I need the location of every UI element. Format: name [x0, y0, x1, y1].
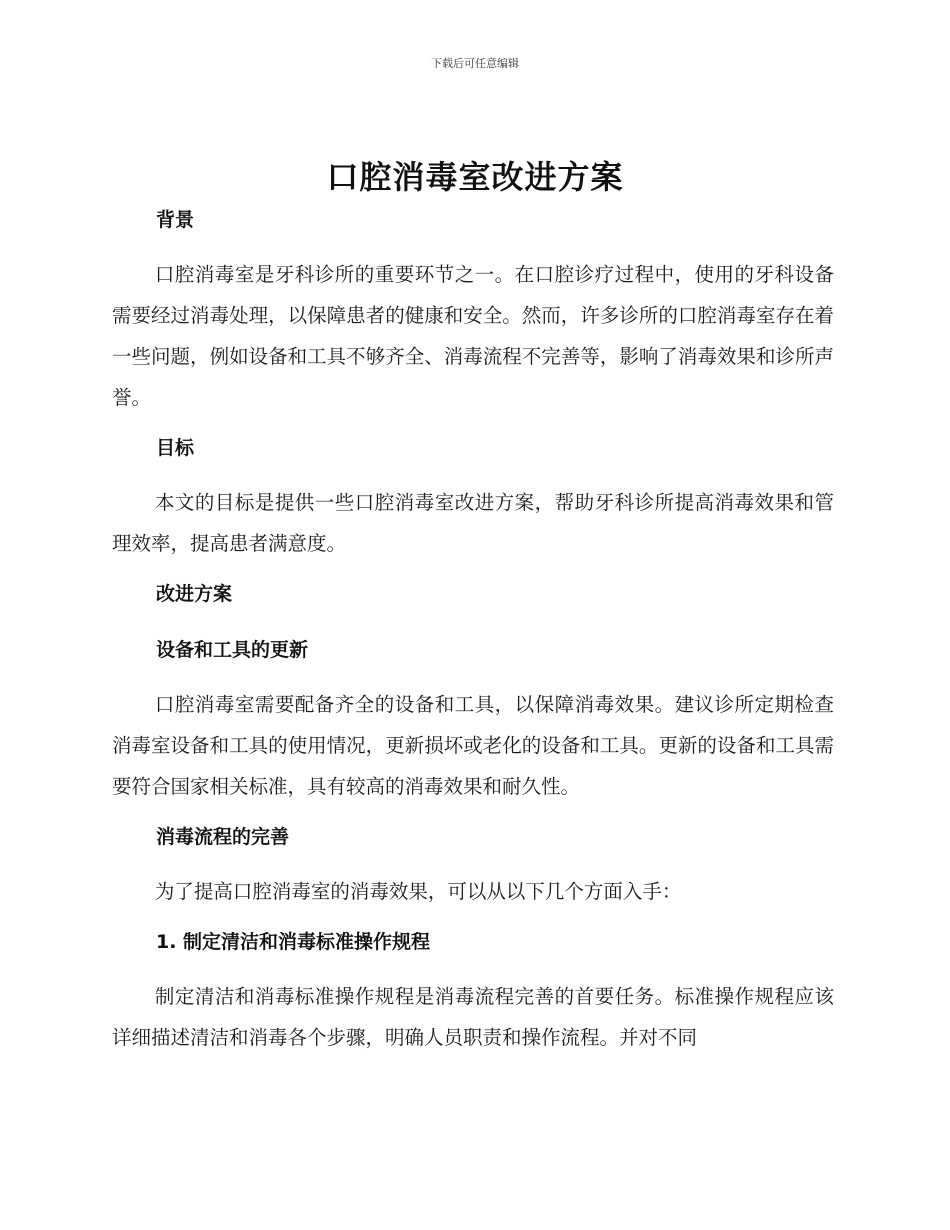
- section-heading-goal: 目标: [156, 437, 195, 459]
- document-body: [112, 200, 834, 1058]
- section-heading-background: 背景: [156, 209, 195, 231]
- section-heading-process: 消毒流程的完善: [156, 826, 290, 848]
- section-heading-plan: 改进方案: [156, 583, 233, 605]
- paragraph-equipment: 口腔消毒室需要配备齐全的设备和工具，以保障消毒效果。建议诊所定期检查消毒室设备和工具的使用情况，更新损坏或老化的设备和工具。更新的设备和工具需要符合国家相关标准，具有较高的消毒效果和耐久性。: [112, 693, 834, 798]
- header-note: 下载后可任意编辑: [431, 57, 519, 70]
- paragraph-step1: 制定清洁和消毒标准操作规程是消毒流程完善的首要任务。标准操作规程应该详细描述清洁和消毒各个步骤，明确人员职责和操作流程。并对不同: [112, 985, 834, 1049]
- paragraph-background: 口腔消毒室是牙科诊所的重要环节之一。在口腔诊疗过程中，使用的牙科设备需要经过消毒处理，以保障患者的健康和安全。然而，许多诊所的口腔消毒室存在着一些问题，例如设备和工具不够齐全、消毒流程不完善等，影响了消毒效果和诊所声誉。: [112, 263, 834, 409]
- page-title: 口腔消毒室改进方案: [326, 158, 624, 196]
- paragraph-goal: 本文的目标是提供一些口腔消毒室改进方案，帮助牙科诊所提高消毒效果和管理效率，提高患者满意度。: [112, 491, 834, 555]
- paragraph-process-intro: 为了提高口腔消毒室的消毒效果，可以从以下几个方面入手：: [154, 880, 682, 903]
- section-heading-equipment: 设备和工具的更新: [156, 639, 309, 661]
- section-heading-step1: 1. 制定清洁和消毒标准操作规程: [156, 931, 431, 953]
